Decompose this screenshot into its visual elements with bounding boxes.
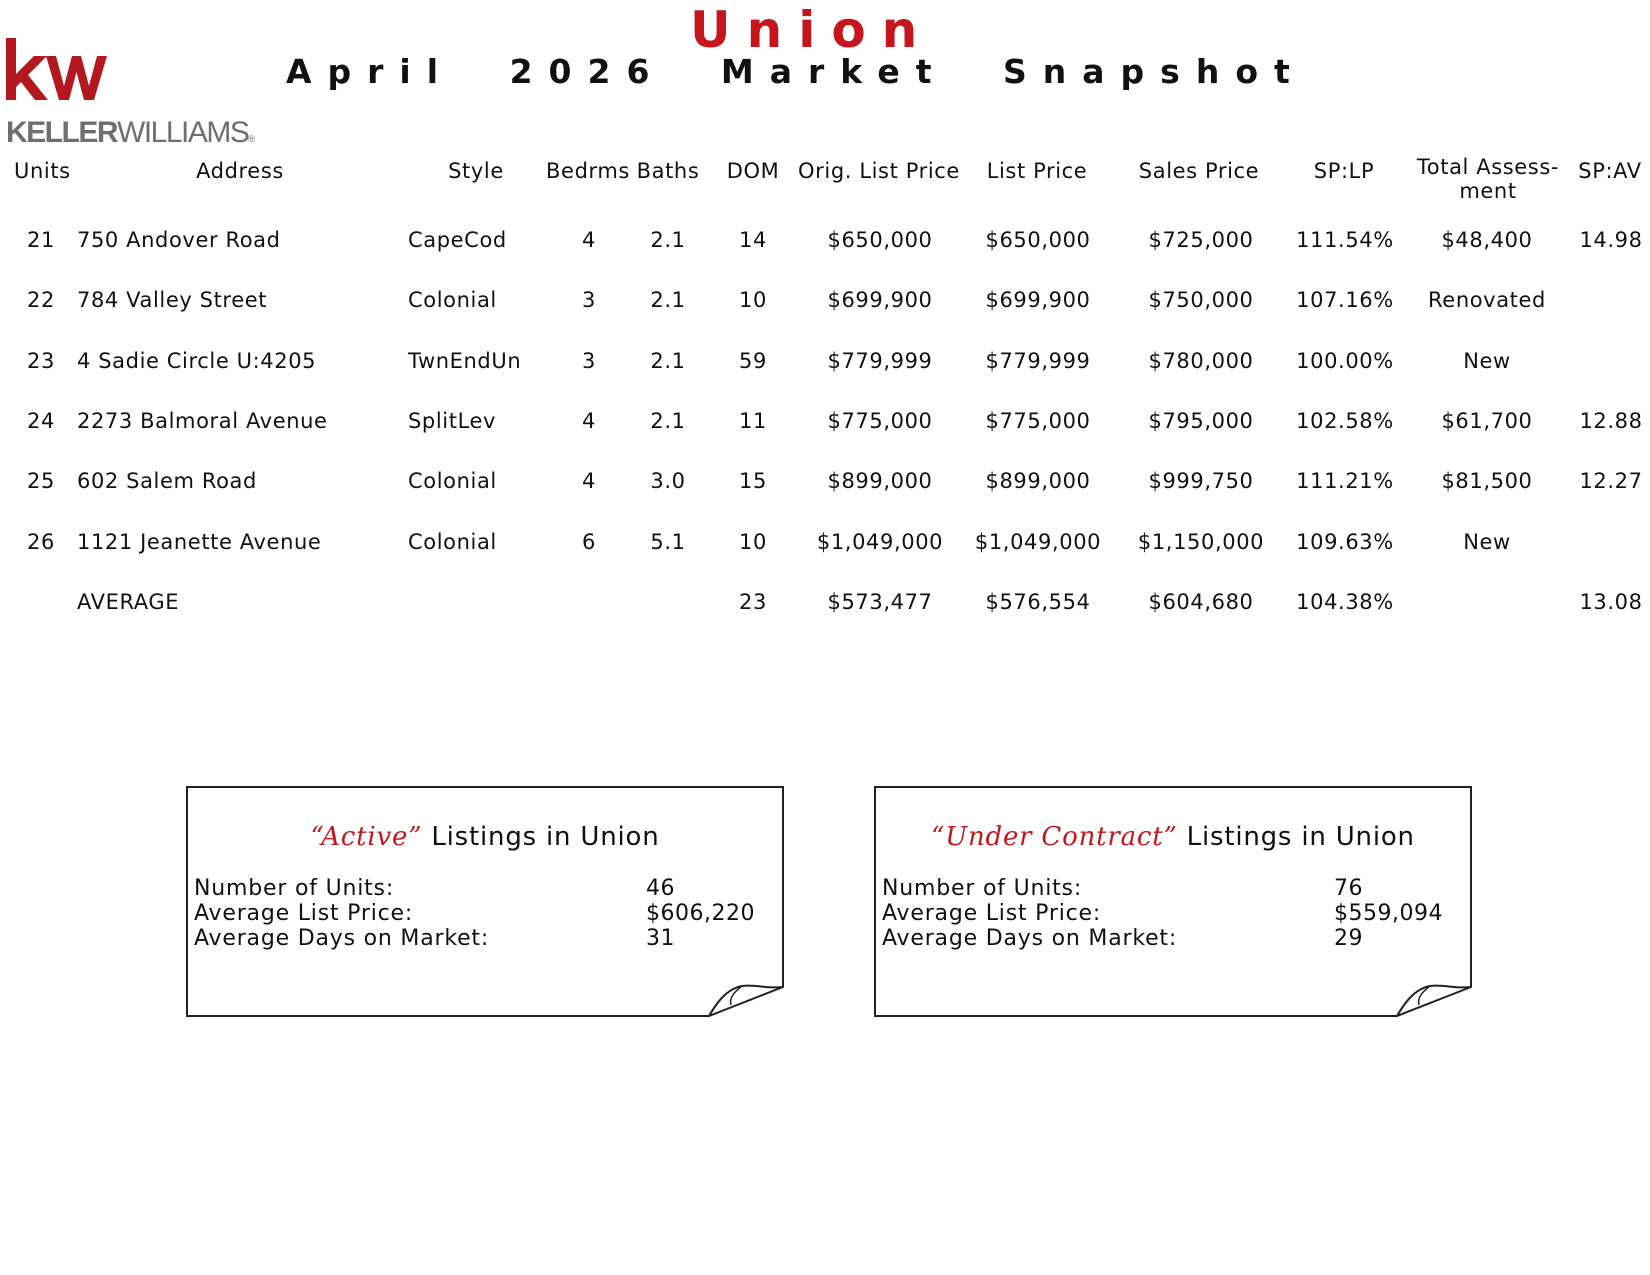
cell-sales-price: $795,000 [1148,409,1254,433]
average-dom: 23 [739,590,767,614]
kw-logo-mark [4,34,114,114]
active-stat-label: Number of Units: [194,876,395,901]
active-stat-value: 31 [646,926,675,951]
contract-stat-value: 76 [1334,876,1363,901]
contract-stat-value: 29 [1334,926,1363,951]
cell-orig-list-price: $1,049,000 [816,530,944,554]
cell-address: 1121 Jeanette Avenue [77,530,322,554]
cell-style: Colonial [408,530,497,554]
header-baths: Baths [636,159,700,183]
cell-sales-price: $750,000 [1148,288,1254,312]
cell-total-assessment: $81,500 [1441,469,1533,493]
average-sp-lp: 104.38% [1296,590,1394,614]
cell-units: 26 [27,530,55,554]
keller-williams-logo [4,34,256,149]
contract-stat-label: Average List Price: [882,901,1102,926]
cell-orig-list-price: $899,000 [827,469,933,493]
cell-list-price: $699,900 [985,288,1091,312]
cell-address: 602 Salem Road [77,469,257,493]
header-orig-list-price: Orig. List Price [798,159,960,183]
cell-baths: 2.1 [650,228,686,252]
cell-sp-lp: 111.54% [1296,228,1394,252]
header-units: Units [14,159,71,183]
header-sales-price: Sales Price [1138,159,1260,183]
cell-sp-lp: 109.63% [1296,530,1394,554]
header-bedrms: Bedrms [546,159,630,183]
cell-units: 21 [27,228,55,252]
logo-wordmark: KELLERWILLIAMS® [6,116,256,149]
cell-sp-av: 12.88 [1579,409,1643,433]
average-orig-list-price: $573,477 [827,590,933,614]
cell-baths: 2.1 [650,288,686,312]
average-list-price: $576,554 [985,590,1091,614]
cell-style: Colonial [408,469,497,493]
cell-list-price: $779,999 [985,349,1091,373]
cell-total-assessment: New [1463,530,1511,554]
cell-dom: 10 [739,288,767,312]
header-total-assessment [1417,155,1559,203]
header-list-price: List Price [986,159,1088,183]
cell-orig-list-price: $775,000 [827,409,933,433]
cell-units: 24 [27,409,55,433]
cell-baths: 2.1 [650,349,686,373]
contract-stat-label: Average Days on Market: [882,926,1178,951]
cell-total-assessment: $48,400 [1441,228,1533,252]
cell-orig-list-price: $699,900 [827,288,933,312]
cell-bedrms: 3 [582,349,596,373]
subtitle-word: Market [720,52,948,91]
header-address: Address [196,159,284,183]
active-box-title: “Active” Listings in Union [310,822,660,852]
subtitle-word: Snapshot [1003,52,1306,91]
cell-dom: 14 [739,228,767,252]
average-sales-price: $604,680 [1148,590,1254,614]
page-subtitle [286,48,1306,96]
cell-total-assessment: $61,700 [1441,409,1533,433]
cell-style: SplitLev [408,409,497,433]
cell-sp-lp: 100.00% [1296,349,1394,373]
header-total-assessment-line2: ment [1459,179,1517,203]
cell-dom: 59 [739,349,767,373]
cell-orig-list-price: $650,000 [827,228,933,252]
cell-sp-lp: 102.58% [1296,409,1394,433]
average-label: AVERAGE [77,590,180,614]
cell-sp-lp: 111.21% [1296,469,1394,493]
header-sp-av: SP:AV [1578,159,1642,183]
cell-style: Colonial [408,288,497,312]
cell-sp-av: 12.27 [1579,469,1643,493]
cell-units: 23 [27,349,55,373]
active-listings-box [186,786,784,1017]
cell-sp-lp: 107.16% [1296,288,1394,312]
cell-dom: 15 [739,469,767,493]
cell-address: 750 Andover Road [77,228,281,252]
subtitle-word: April [286,52,455,91]
active-stat-label: Average Days on Market: [194,926,490,951]
cell-bedrms: 4 [582,409,596,433]
cell-address: 784 Valley Street [77,288,268,312]
cell-orig-list-price: $779,999 [827,349,933,373]
cell-list-price: $650,000 [985,228,1091,252]
cell-bedrms: 4 [582,469,596,493]
cell-baths: 5.1 [650,530,686,554]
cell-sales-price: $780,000 [1148,349,1254,373]
page-title-town: Union [690,1,934,59]
cell-style: TwnEndUn [408,349,522,373]
header-dom: DOM [726,159,780,183]
cell-list-price: $775,000 [985,409,1091,433]
cell-sales-price: $1,150,000 [1137,530,1265,554]
cell-sales-price: $725,000 [1148,228,1254,252]
cell-sp-av: 14.98 [1579,228,1643,252]
cell-sales-price: $999,750 [1148,469,1254,493]
header-sp-lp: SP:LP [1313,159,1375,183]
subtitle-word: 2026 [509,52,666,91]
header-total-assessment-line1: Total Assess- [1416,155,1560,179]
cell-style: CapeCod [408,228,507,252]
cell-address: 4 Sadie Circle U:4205 [77,349,317,373]
active-stat-value: 46 [646,876,675,901]
contract-box-title: “Under Contract” Listings in Union [931,822,1415,852]
active-stat-value: $606,220 [646,901,755,926]
cell-address: 2273 Balmoral Avenue [77,409,328,433]
cell-list-price: $1,049,000 [974,530,1102,554]
cell-baths: 2.1 [650,409,686,433]
average-sp-av: 13.08 [1579,590,1643,614]
under-contract-listings-box [874,786,1472,1017]
cell-baths: 3.0 [650,469,686,493]
cell-dom: 11 [739,409,767,433]
cell-bedrms: 4 [582,228,596,252]
cell-bedrms: 3 [582,288,596,312]
header-style: Style [448,159,504,183]
cell-total-assessment: Renovated [1428,288,1546,312]
contract-stat-value: $559,094 [1334,901,1443,926]
cell-total-assessment: New [1463,349,1511,373]
cell-units: 22 [27,288,55,312]
cell-dom: 10 [739,530,767,554]
cell-list-price: $899,000 [985,469,1091,493]
active-stat-label: Average List Price: [194,901,414,926]
cell-units: 25 [27,469,55,493]
contract-stat-label: Number of Units: [882,876,1083,901]
cell-bedrms: 6 [582,530,596,554]
